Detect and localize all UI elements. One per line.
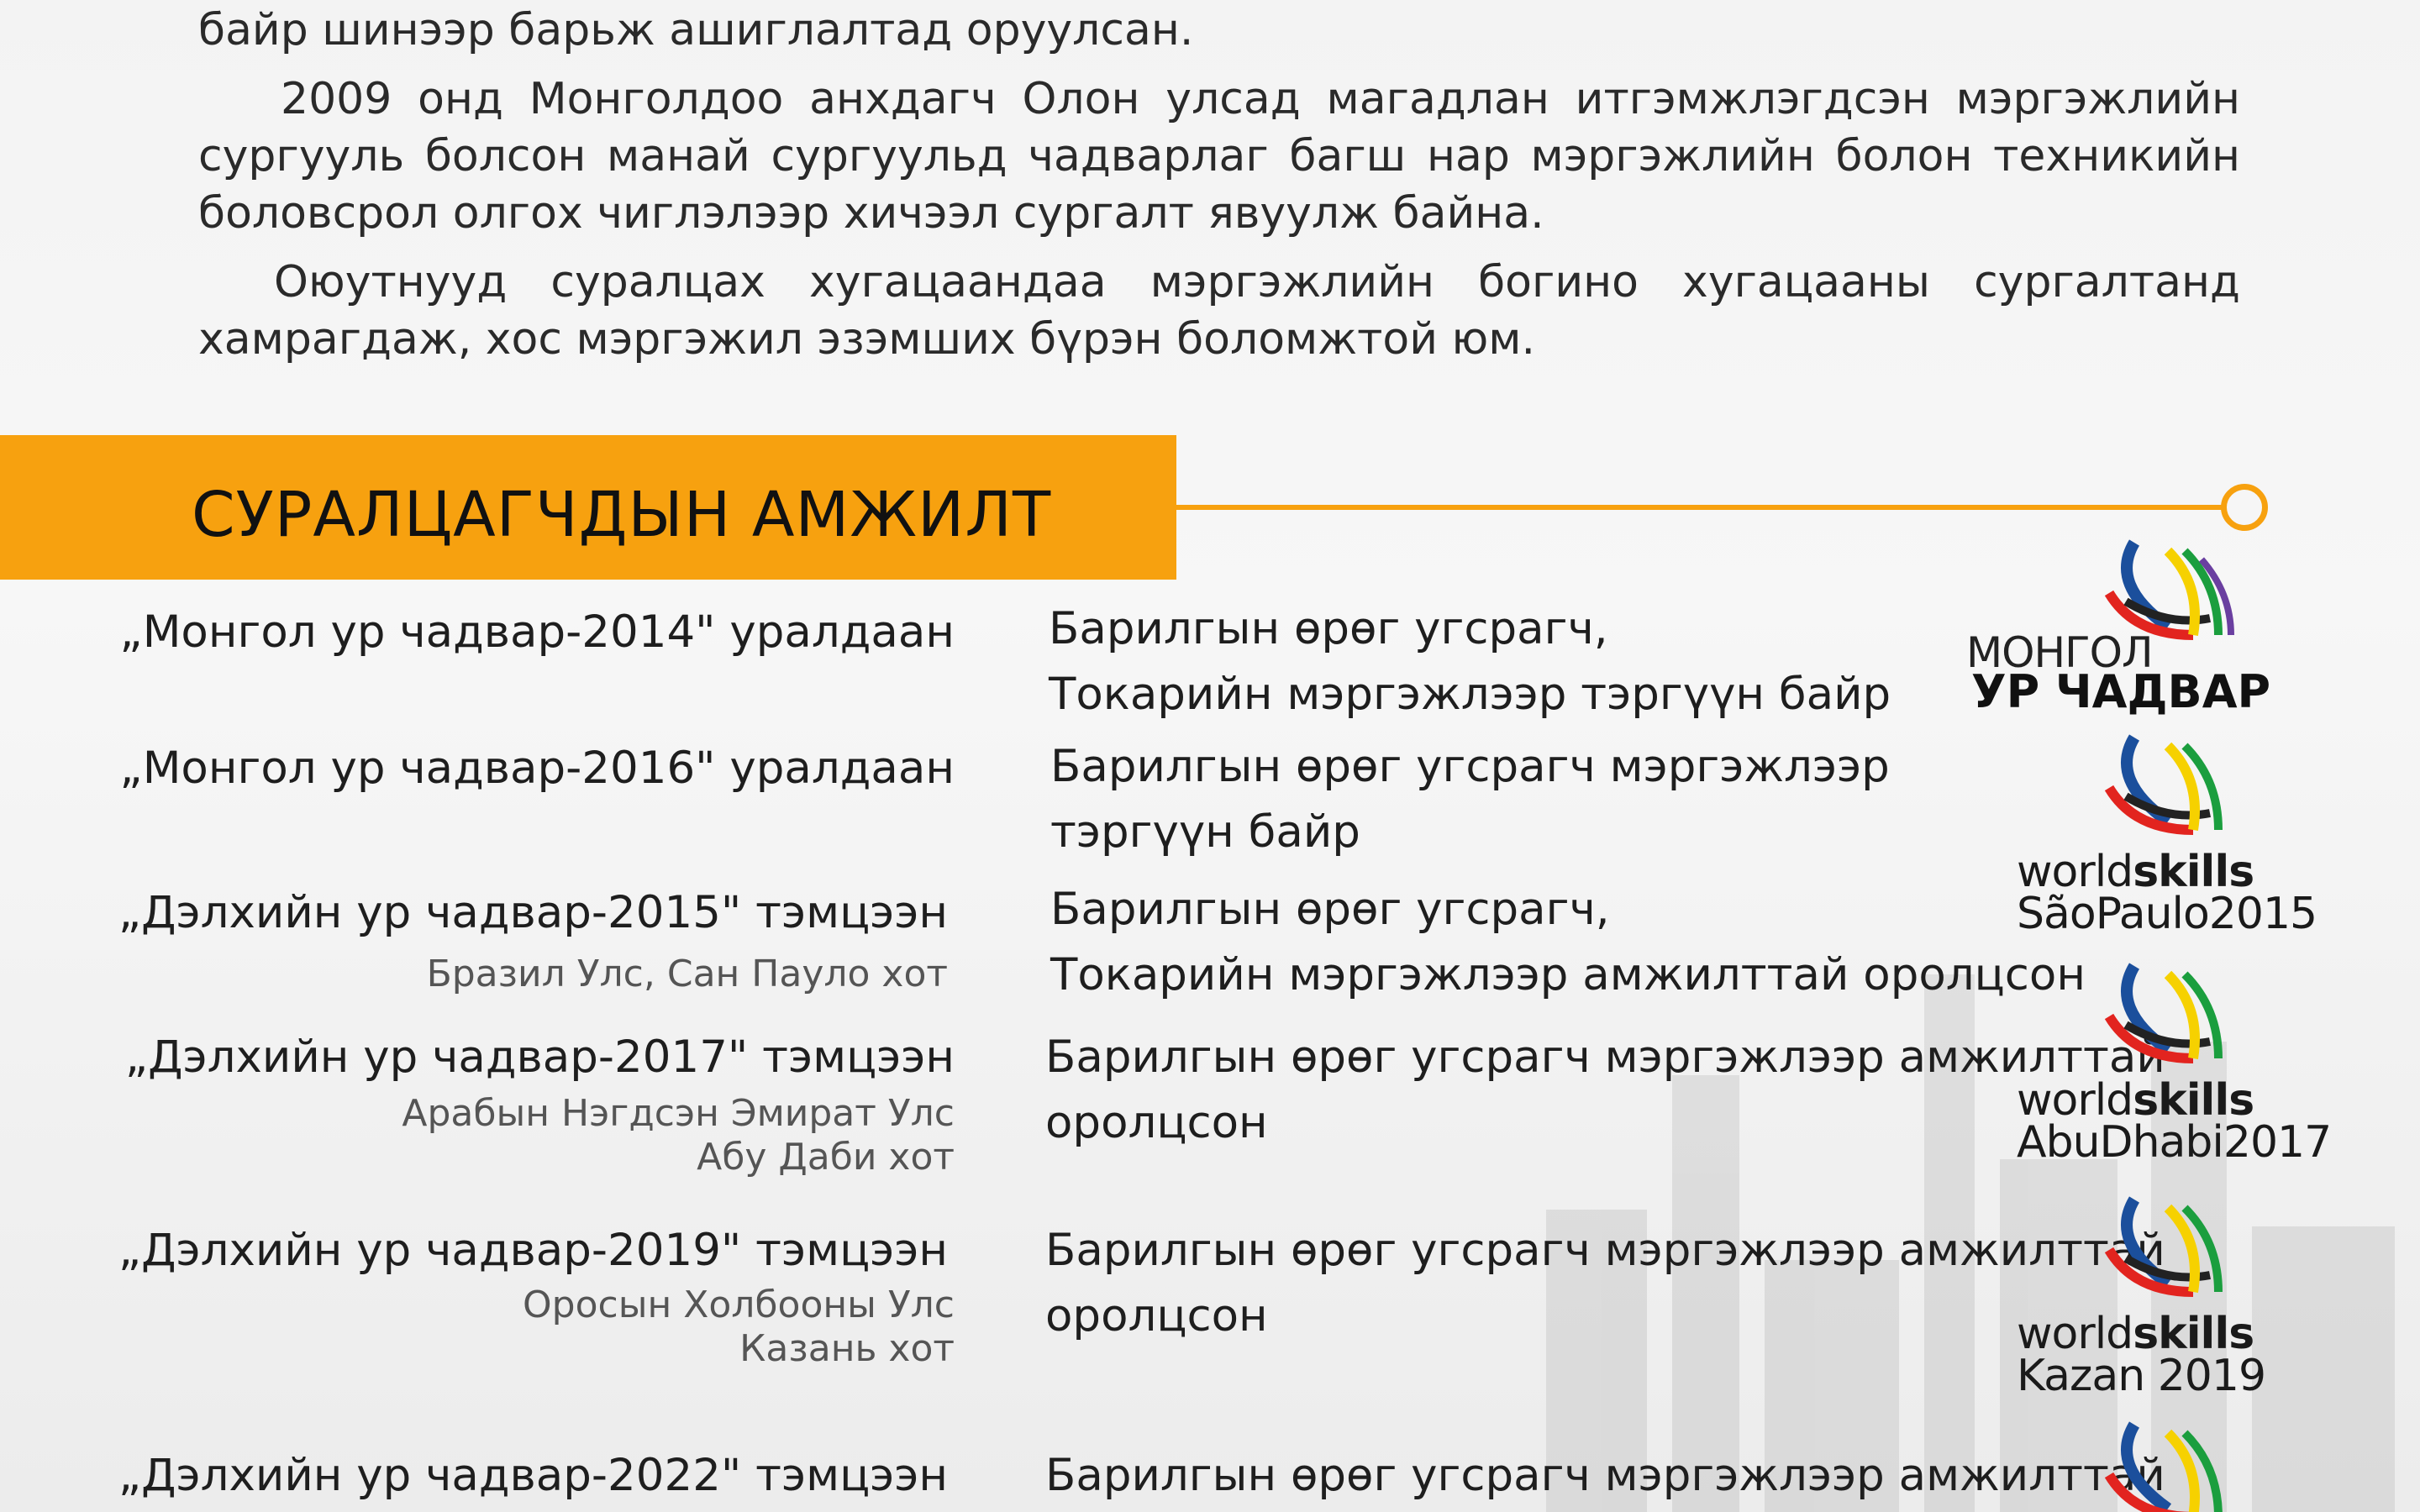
result-line: Барилгын өрөг угсрагч, [1049,603,1608,654]
result-line: тэргүүн байр [1050,806,1360,858]
event-location: Казань хот [739,1327,955,1370]
event-title: „Монгол ур чадвар-2014" уралдаан [119,606,955,658]
worldskills-partial-logo [2017,1416,2302,1512]
result-line: Барилгын өрөг угсрагч мэргэжлээр амжилттай [1045,1032,2165,1083]
result-line: оролцсон [1045,1290,1268,1341]
event-title: „Дэлхийн ур чадвар-2019" тэмцээн [118,1225,948,1276]
worldskills-abudhabi-logo [2017,958,2336,1168]
worldskills-swoosh-icon [2075,729,2244,855]
event-location: Арабын Нэгдсэн Эмират Улс [402,1092,955,1135]
mongol-ur-chadvar-logo [1966,534,2286,719]
event-title: „Дэлхийн ур чадвар-2015" тэмцээн [118,887,948,938]
event-location: Абу Даби хот [697,1136,955,1179]
result-line: Барилгын өрөг угсрагч, [1050,884,1610,935]
section-banner [0,435,1176,580]
logo-text-worldskills: worldskills [2017,847,2254,897]
event-title: „Монгол ур чадвар-2016" уралдаан [119,743,955,794]
event-title: „Дэлхийн ур чадвар-2017" тэмцээн [124,1032,955,1083]
result-line: Токарийн мэргэжлээр тэргүүн байр [1049,669,1891,720]
logo-text-city: AbuDhabi2017 [2017,1117,2332,1168]
logo-text-ur-chadvar: УР ЧАДВАР [1971,665,2271,718]
result-line: Барилгын өрөг угсрагч мэргэжлээр [1050,741,1890,792]
result-line: Барилгын өрөг угсрагч мэргэжлээр амжилттай [1045,1450,2165,1501]
intro-paragraph-2: Оюутнууд суралцах хугацаандаа мэргэжлийн богино хугацааны сургалтанд хамрагдаж, хос мэргэжил эзэмших бүрэн боломжтой юм. [198,257,2240,365]
logo-text-worldskills: worldskills [2017,1309,2254,1359]
event-location: Оросын Холбооны Улс [523,1284,955,1326]
result-line: оролцсон [1045,1097,1268,1148]
section-divider-dot [2221,484,2268,531]
worldskills-saopaulo-logo [2017,729,2317,939]
logo-text-city: SãoPaulo2015 [2017,889,2317,939]
worldskills-kazan-logo [2017,1191,2302,1401]
intro-line-top: байр шинээр барьж ашиглалтад оруулсан. [198,5,1194,55]
worldskills-swoosh-icon [2075,958,2244,1084]
event-title: „Дэлхийн ур чадвар-2022" тэмцээн [118,1450,948,1501]
logo-text-worldskills: worldskills [2017,1075,2254,1126]
logo-text-city: Kazan 2019 [2017,1351,2266,1401]
section-title: СУРАЛЦАГЧДЫН АМЖИЛТ [192,479,1052,551]
worldskills-swoosh-icon [2075,1191,2244,1317]
section-divider-line [1176,505,2225,510]
intro-paragraph-1: 2009 онд Монголдоо анхдагч Олон улсад магадлан итгэмжлэгдсэн мэргэжлийн сургууль болсон манай сургуульд чадварлаг багш нар мэргэжлийн болон техникийн боловсрол олгох чиглэлээр хичээл сургалт явуулж байна. [198,74,2240,239]
event-location: Бразил Улс, Сан Пауло хот [426,953,948,995]
worldskills-swoosh-icon [2075,1416,2244,1512]
result-line: Барилгын өрөг угсрагч мэргэжлээр амжилттай [1045,1225,2165,1276]
logo-text-mongol: МОНГОЛ [1966,628,2153,677]
result-line: Токарийн мэргэжлээр амжилттай оролцсон [1050,949,2086,1000]
